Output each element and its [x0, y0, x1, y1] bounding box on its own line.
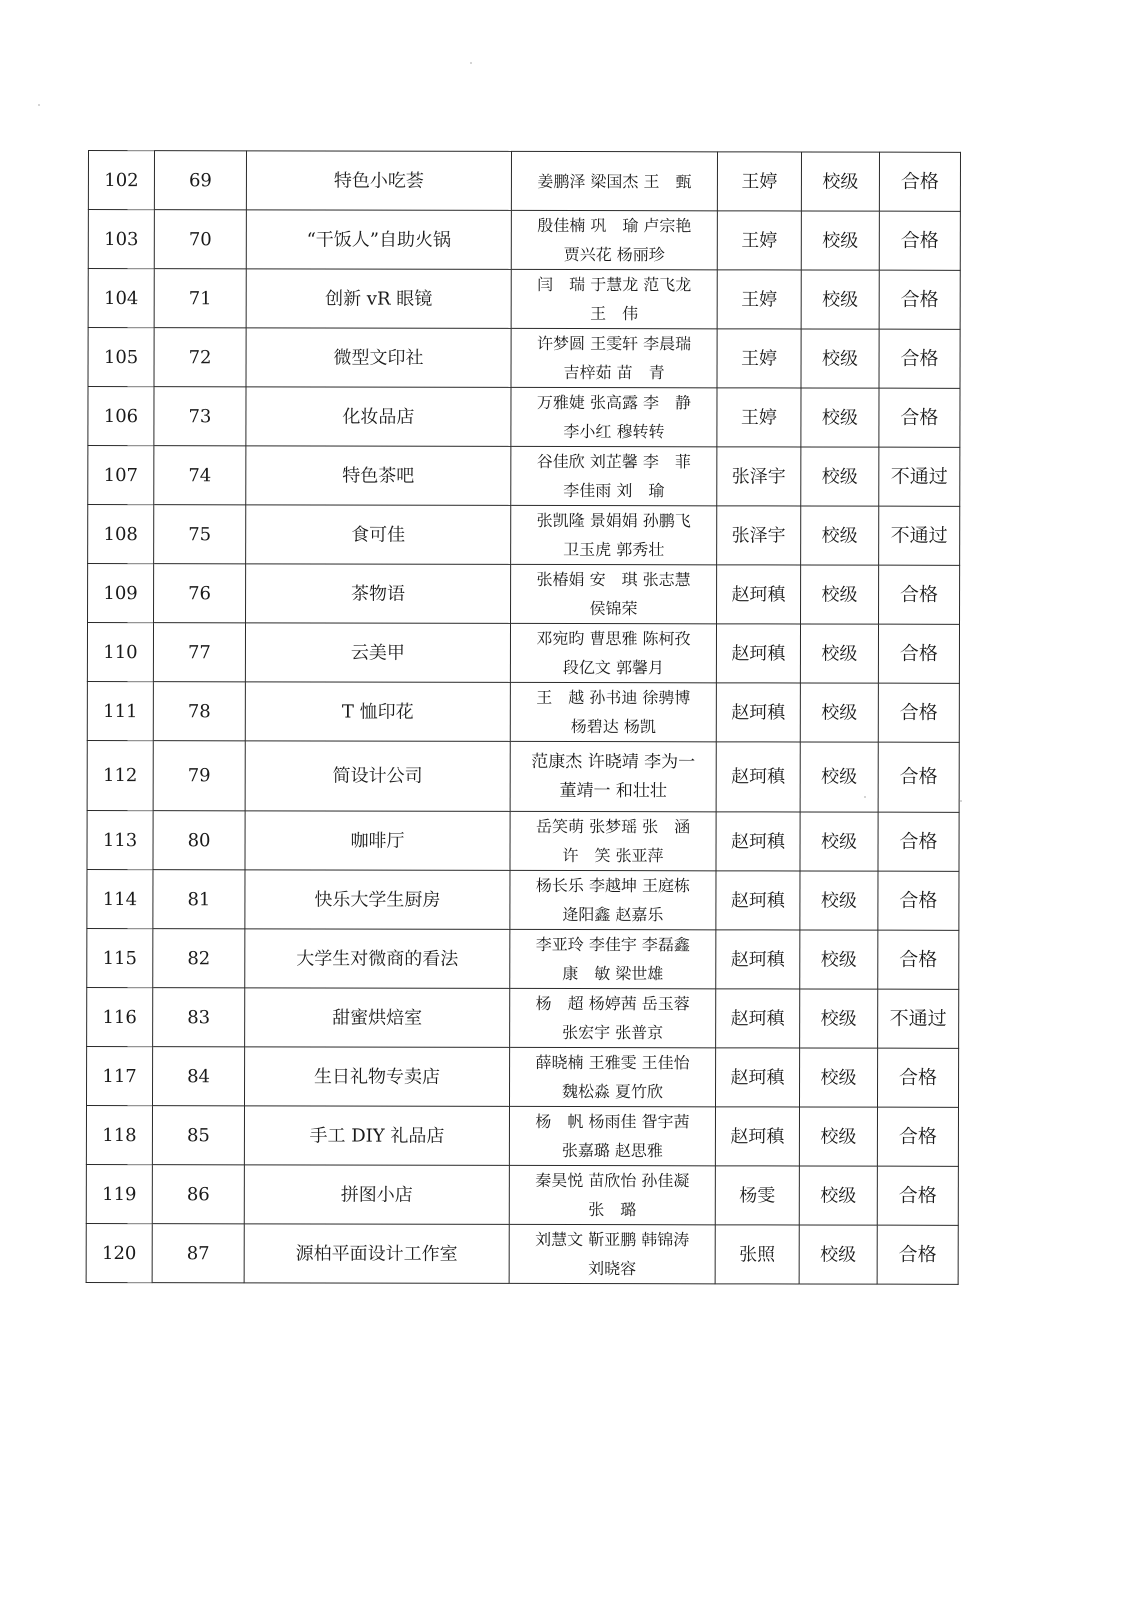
level-cell: 校级 — [801, 211, 879, 270]
members-cell — [510, 811, 716, 870]
advisor-cell: 张照 — [715, 1225, 799, 1284]
project-no-cell: 82 — [153, 929, 245, 988]
advisor-cell: 赵珂稹 — [716, 930, 800, 989]
result-cell: 合格 — [877, 1166, 958, 1225]
level-cell: 校级 — [799, 1107, 877, 1166]
project-no-cell: 79 — [153, 741, 245, 811]
members-line: 杨碧达 杨凯 — [570, 717, 656, 737]
members-line: 杨 超 杨婷茜 岳玉蓉 — [535, 993, 690, 1014]
members-cell — [511, 210, 717, 269]
level-cell: 校级 — [800, 989, 878, 1048]
table-row — [86, 1164, 958, 1225]
members-line: 秦昊悦 苗欣怡 孙佳凝 — [535, 1170, 690, 1191]
members-line: 许 笑 张亚萍 — [562, 845, 664, 866]
level-cell: 校级 — [799, 1166, 877, 1225]
seq-cell: 115 — [87, 928, 153, 987]
members-cell — [511, 387, 717, 446]
table-row — [88, 505, 960, 566]
seq-cell: 112 — [87, 740, 153, 810]
project-name-cell: “干饭人”自助火锅 — [246, 210, 511, 270]
project-no-cell: 84 — [152, 1047, 244, 1106]
members-line: 魏松淼 夏竹欣 — [561, 1081, 664, 1102]
project-name-cell: 茶物语 — [246, 564, 511, 624]
project-no-cell: 81 — [153, 870, 245, 929]
members-line: 张宏宇 张普京 — [562, 1022, 664, 1043]
advisor-cell: 杨雯 — [715, 1166, 799, 1225]
project-name-cell: 创新 vR 眼镜 — [246, 269, 511, 329]
members-cell — [510, 623, 716, 682]
project-no-cell: 85 — [152, 1106, 244, 1165]
level-cell: 校级 — [801, 152, 879, 211]
members-cell — [511, 269, 717, 328]
project-name-cell: 微型文印社 — [246, 328, 511, 388]
level-cell: 校级 — [801, 506, 879, 565]
seq-cell: 114 — [87, 869, 153, 928]
project-no-cell: 75 — [154, 505, 246, 564]
members-line: 卫玉虎 郭秀壮 — [563, 539, 665, 560]
level-cell: 校级 — [800, 742, 878, 812]
result-cell: 合格 — [879, 270, 960, 329]
level-cell: 校级 — [801, 329, 879, 388]
advisor-cell: 王婷 — [717, 211, 801, 270]
members-cell — [510, 988, 716, 1047]
seq-cell: 109 — [88, 564, 154, 623]
project-no-cell: 69 — [154, 151, 246, 210]
members-line: 许梦圆 王雯轩 李晨瑞 — [536, 333, 692, 354]
seq-cell: 117 — [86, 1046, 152, 1105]
advisor-cell: 赵珂稹 — [716, 683, 800, 742]
members-line: 王 越 孙书迪 徐骋博 — [536, 687, 691, 708]
advisor-cell: 王婷 — [717, 388, 801, 447]
level-cell: 校级 — [799, 1048, 877, 1107]
seq-cell: 118 — [86, 1105, 152, 1164]
seq-cell: 104 — [88, 269, 154, 328]
level-cell: 校级 — [801, 270, 879, 329]
result-cell: 合格 — [879, 211, 960, 270]
members-line: 李小红 穆转转 — [563, 421, 665, 442]
project-name-cell: 拼图小店 — [244, 1165, 509, 1225]
table-row — [88, 564, 960, 625]
table-row — [87, 623, 959, 684]
table-row — [87, 928, 959, 989]
members-cell — [511, 505, 717, 564]
level-cell: 校级 — [801, 447, 879, 506]
level-cell: 校级 — [800, 683, 878, 742]
project-name-cell: 咖啡厅 — [245, 811, 510, 871]
members-line: 侯锦荣 — [589, 599, 638, 619]
seq-cell: 116 — [87, 987, 153, 1046]
table-row — [87, 869, 959, 930]
table-row — [87, 810, 959, 871]
members-line: 吉梓茹 苗 青 — [563, 362, 665, 383]
table-row — [86, 1046, 958, 1107]
level-cell: 校级 — [800, 871, 878, 930]
members-line: 段亿文 郭馨月 — [562, 657, 664, 678]
result-cell: 合格 — [877, 1048, 958, 1107]
table-row — [87, 740, 959, 812]
members-cell — [511, 564, 717, 623]
level-cell: 校级 — [801, 565, 879, 624]
advisor-cell: 赵珂稹 — [715, 1048, 799, 1107]
project-name-cell: 化妆品店 — [246, 387, 511, 447]
members-line: 贾兴花 杨丽珍 — [563, 244, 665, 265]
advisor-cell: 王婷 — [717, 329, 801, 388]
level-cell: 校级 — [800, 812, 878, 871]
members-cell — [510, 741, 716, 811]
advisor-cell: 赵珂稹 — [716, 989, 800, 1048]
members-cell — [510, 682, 716, 741]
members-cell — [509, 1106, 715, 1165]
table-row — [88, 387, 960, 448]
members-cell — [509, 1047, 715, 1106]
result-cell: 不通过 — [878, 989, 959, 1048]
project-no-cell: 72 — [154, 328, 246, 387]
project-no-cell: 83 — [153, 988, 245, 1047]
table-row — [86, 1105, 958, 1166]
members-line: 杨 帆 杨雨佳 眢宇茜 — [535, 1111, 690, 1132]
table-row — [88, 446, 960, 507]
table-body — [86, 151, 960, 1285]
level-cell: 校级 — [799, 1225, 877, 1284]
project-name-cell: 甜蜜烘焙室 — [245, 988, 510, 1048]
members-line: 张嘉璐 赵思雅 — [561, 1140, 663, 1161]
advisor-cell: 赵珂稹 — [716, 742, 800, 812]
members-line: 张凯隆 景娟娟 孙鹏飞 — [536, 510, 691, 531]
project-no-cell: 76 — [154, 564, 246, 623]
members-line: 逄阳鑫 赵嘉乐 — [562, 904, 664, 925]
project-name-cell: 手工 DIY 礼品店 — [244, 1106, 509, 1166]
project-no-cell: 73 — [154, 387, 246, 446]
project-no-cell: 71 — [154, 269, 246, 328]
members-line: 刘慧文 靳亚鹏 韩锦涛 — [535, 1229, 690, 1250]
members-cell — [509, 1165, 715, 1224]
result-cell: 合格 — [879, 152, 960, 211]
project-no-cell: 77 — [153, 623, 245, 682]
table-row — [88, 210, 960, 271]
advisor-cell: 赵珂稹 — [716, 624, 800, 683]
members-cell — [511, 151, 717, 210]
advisor-cell: 王婷 — [717, 152, 801, 211]
seq-cell: 110 — [87, 623, 153, 682]
table-row — [88, 269, 960, 330]
project-no-cell: 78 — [153, 682, 245, 741]
members-line: 岳笑萌 张梦瑶 张 涵 — [535, 816, 691, 837]
advisor-cell: 张泽宇 — [717, 447, 801, 506]
project-no-cell: 80 — [153, 811, 245, 870]
members-line: 薛晓楠 王雅雯 王佳怡 — [535, 1052, 690, 1073]
members-cell — [511, 446, 717, 505]
advisor-cell: 赵珂稹 — [715, 1107, 799, 1166]
table-row — [88, 151, 960, 212]
project-name-cell: 食可佳 — [246, 505, 511, 565]
result-cell: 合格 — [878, 930, 959, 989]
result-cell: 合格 — [877, 1225, 958, 1284]
members-line: 谷佳欣 刘芷馨 李 菲 — [536, 451, 691, 472]
seq-cell: 111 — [87, 681, 153, 740]
members-line: 刘晓容 — [588, 1259, 637, 1279]
project-table-sheet — [86, 150, 961, 1285]
members-line: 姜鹏泽 梁国杰 王 甄 — [537, 171, 692, 191]
project-name-cell: 生日礼物专卖店 — [244, 1047, 509, 1107]
advisor-cell: 赵珂稹 — [717, 565, 801, 624]
result-cell: 合格 — [879, 565, 960, 624]
members-line: 康 敏 梁世雄 — [562, 963, 664, 984]
project-table — [86, 150, 961, 1285]
seq-cell: 120 — [86, 1223, 152, 1282]
project-name-cell: 特色小吃荟 — [246, 151, 511, 211]
members-line: 邓宛昀 曹思雅 陈柯孜 — [536, 628, 691, 649]
project-name-cell: 大学生对微商的看法 — [245, 929, 510, 989]
members-line: 王 伟 — [590, 304, 639, 324]
result-cell: 合格 — [879, 329, 960, 388]
level-cell: 校级 — [801, 388, 879, 447]
project-name-cell: 简设计公司 — [245, 741, 510, 812]
table-row — [86, 1223, 958, 1284]
members-line: 李亚玲 李佳宇 李磊鑫 — [535, 934, 690, 955]
result-cell: 不通过 — [879, 506, 960, 565]
table-row — [87, 987, 959, 1048]
result-cell: 合格 — [879, 388, 960, 447]
members-line: 李佳雨 刘 瑜 — [563, 480, 665, 501]
seq-cell: 108 — [88, 505, 154, 564]
members-line: 张 璐 — [588, 1200, 637, 1220]
advisor-cell: 张泽宇 — [717, 506, 801, 565]
project-no-cell: 87 — [152, 1224, 244, 1283]
seq-cell: 103 — [88, 210, 154, 269]
level-cell: 校级 — [800, 624, 878, 683]
seq-cell: 102 — [88, 151, 154, 210]
table-row — [88, 328, 960, 389]
project-no-cell: 74 — [154, 446, 246, 505]
members-line: 杨长乐 李越坤 王庭栋 — [535, 875, 691, 896]
project-no-cell: 70 — [154, 210, 246, 269]
advisor-cell: 赵珂稹 — [716, 812, 800, 871]
project-name-cell: 云美甲 — [245, 623, 510, 683]
members-cell — [510, 929, 716, 988]
members-line: 殷佳楠 巩 瑜 卢宗艳 — [537, 215, 692, 236]
seq-cell: 119 — [86, 1164, 152, 1223]
project-name-cell: 源柏平面设计工作室 — [244, 1224, 509, 1284]
level-cell: 校级 — [800, 930, 878, 989]
seq-cell: 105 — [88, 328, 154, 387]
result-cell: 合格 — [878, 871, 959, 930]
result-cell: 合格 — [877, 1107, 958, 1166]
advisor-cell: 赵珂稹 — [716, 871, 800, 930]
members-line: 闫 瑞 于慧龙 范飞龙 — [537, 274, 692, 295]
members-line: 万雅婕 张高露 李 静 — [536, 392, 692, 413]
result-cell: 不通过 — [879, 447, 960, 506]
members-cell — [510, 870, 716, 929]
result-cell: 合格 — [878, 812, 959, 871]
project-name-cell: 特色茶吧 — [246, 446, 511, 506]
result-cell: 合格 — [878, 742, 959, 812]
project-no-cell: 86 — [152, 1165, 244, 1224]
project-name-cell: 快乐大学生厨房 — [245, 870, 510, 930]
members-cell — [509, 1224, 715, 1283]
members-line: 张椿娟 安 琪 张志慧 — [536, 569, 691, 590]
members-line: 董靖一 和壮壮 — [559, 780, 667, 801]
seq-cell: 107 — [88, 446, 154, 505]
advisor-cell: 王婷 — [717, 270, 801, 329]
result-cell: 合格 — [878, 683, 959, 742]
project-name-cell: T 恤印花 — [245, 682, 510, 742]
seq-cell: 106 — [88, 387, 154, 446]
members-line: 范康杰 许晓靖 李为一 — [531, 751, 696, 772]
result-cell: 合格 — [878, 624, 959, 683]
table-row — [87, 681, 959, 742]
seq-cell: 113 — [87, 810, 153, 869]
members-cell — [511, 328, 717, 387]
